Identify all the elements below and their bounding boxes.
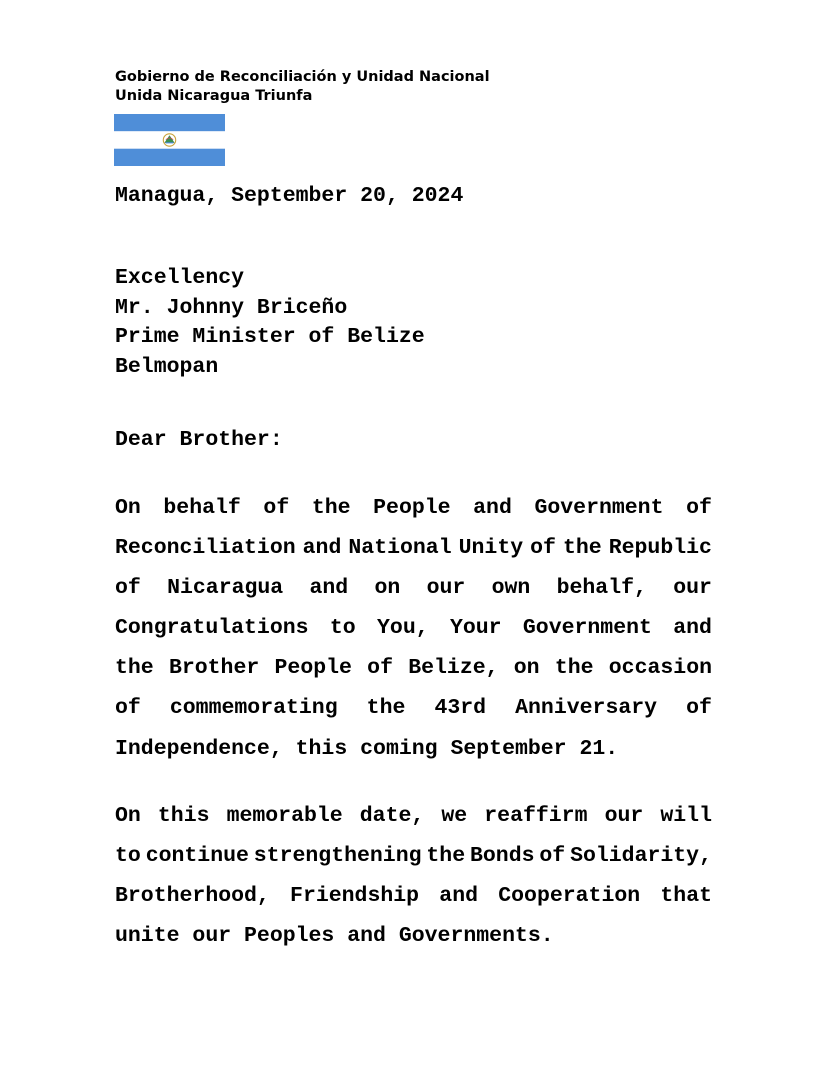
letterhead-motto: Unida Nicaragua Triunfa — [115, 88, 313, 104]
body-paragraph-1 — [115, 488, 712, 769]
letterhead — [115, 68, 490, 106]
paragraph-line: of commemorating the 43rd Anniversary of — [115, 696, 712, 721]
flag-top-stripe — [114, 114, 225, 131]
paragraph-line: Reconciliation and National Unity of the Republic — [115, 536, 712, 561]
recipient-name: Mr. Johnny Briceño — [115, 295, 348, 320]
salutation: Dear Brother: — [115, 428, 283, 452]
paragraph-line: the Brother People of Belize, on the occasion — [115, 656, 712, 681]
recipient-block — [115, 264, 425, 382]
paragraph-line: Congratulations to You, Your Government and — [115, 616, 712, 641]
letterhead-government-name: Gobierno de Reconciliación y Unidad Nacional — [115, 69, 490, 85]
paragraph-line: of Nicaragua and on our own behalf, our — [115, 576, 712, 601]
nicaragua-flag-icon — [114, 114, 225, 166]
recipient-city: Belmopan — [115, 354, 219, 379]
paragraph-line: to continue strengthening the Bonds of Solidarity, — [115, 844, 712, 869]
paragraph-line: unite our Peoples and Governments. — [115, 924, 554, 949]
flag-bottom-stripe — [114, 149, 225, 166]
paragraph-line: Independence, this coming September 21. — [115, 736, 619, 761]
body-paragraph-2 — [115, 796, 712, 956]
recipient-title: Excellency — [115, 266, 245, 290]
letter-date: Managua, September 20, 2024 — [115, 184, 464, 208]
recipient-position: Prime Minister of Belize — [115, 325, 425, 349]
paragraph-line: Brotherhood, Friendship and Cooperation that — [115, 884, 712, 909]
paragraph-line: On behalf of the People and Government of — [115, 496, 712, 520]
paragraph-line: On this memorable date, we reaffirm our will — [115, 804, 712, 828]
